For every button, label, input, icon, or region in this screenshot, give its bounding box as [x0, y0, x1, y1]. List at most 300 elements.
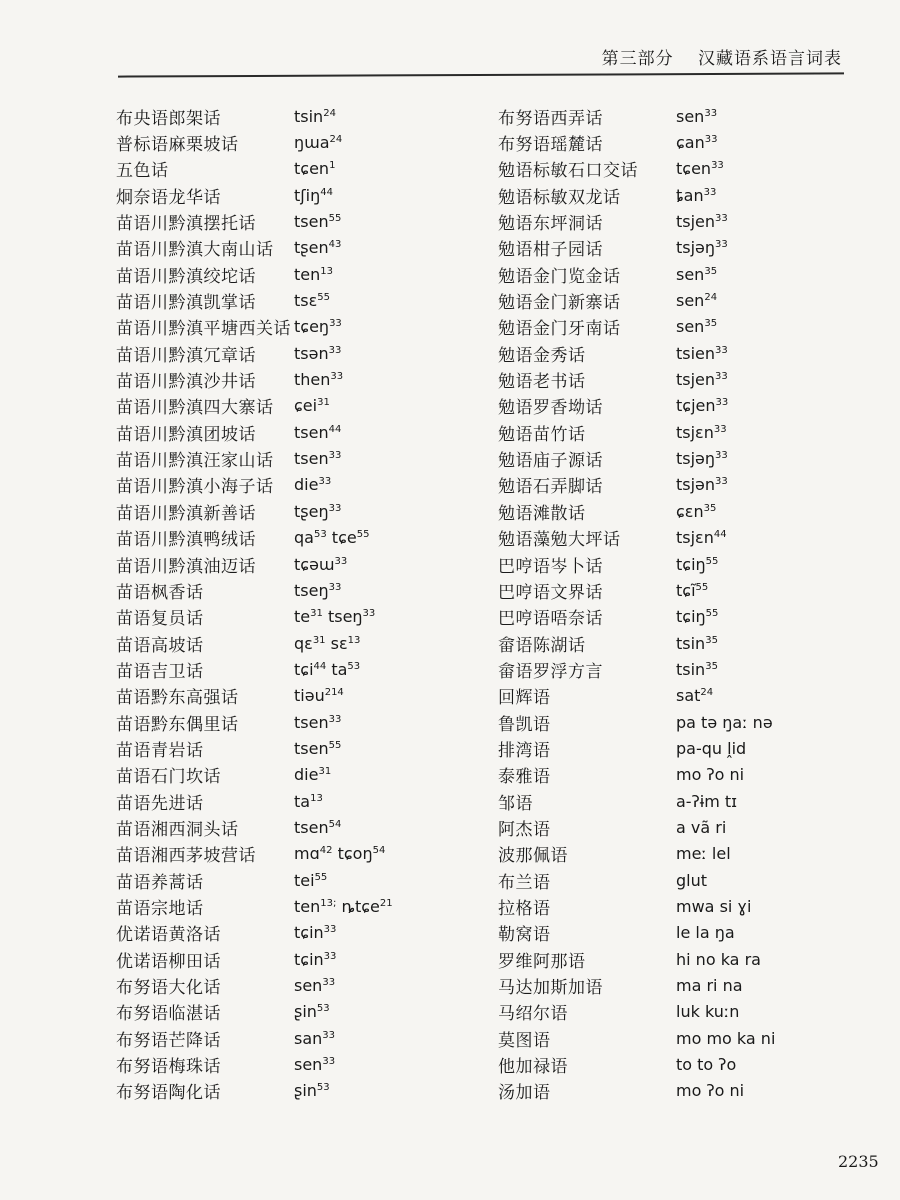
- word-entry: [116, 472, 393, 498]
- syllable: glut: [676, 870, 708, 890]
- syllable: then: [294, 370, 331, 390]
- tone-number: 13: [320, 265, 333, 277]
- syllable: hi no ka ra: [676, 949, 761, 969]
- syllable: tsen: [294, 712, 329, 732]
- syllable: sen: [676, 106, 705, 126]
- word-entry: [498, 129, 775, 155]
- word-form: [294, 344, 341, 363]
- word-entry: [116, 893, 393, 919]
- word-form: [294, 159, 335, 178]
- word-form: [676, 950, 761, 969]
- language-name: 泰雅语: [498, 767, 551, 788]
- word-form: [294, 844, 385, 863]
- language-name: 勉语金秀话: [498, 345, 586, 366]
- word-entry: [498, 972, 775, 998]
- tone-number: 33: [715, 397, 729, 409]
- language-name: 苗语川黔滇冗章话: [116, 345, 256, 366]
- tone-number: 44: [328, 423, 342, 435]
- word-entry: [116, 841, 393, 867]
- language-name: 勉语标敏石口交话: [498, 161, 638, 182]
- word-form: [676, 265, 717, 284]
- syllable: sat: [676, 686, 701, 706]
- word-entry: [498, 788, 775, 814]
- word-form: [676, 634, 718, 653]
- word-entry: [116, 314, 393, 340]
- word-form: [294, 634, 360, 653]
- word-entry: [498, 419, 775, 445]
- word-entry: [116, 1078, 393, 1104]
- word-entry: [498, 340, 775, 366]
- language-name: 勉语庙子源话: [498, 451, 603, 472]
- word-form: [676, 186, 716, 205]
- word-form: [294, 317, 342, 336]
- tone-number: 33: [328, 450, 342, 462]
- language-name: 勉语老书话: [498, 372, 586, 393]
- syllable: le la ŋa: [676, 923, 735, 943]
- word-form: [676, 528, 727, 547]
- syllable: tʂen: [294, 238, 329, 258]
- word-form: [294, 186, 333, 205]
- word-form: [294, 897, 393, 916]
- syllable: tsen: [294, 738, 329, 758]
- syllable: tseŋ: [294, 580, 329, 600]
- tone-number: 55: [356, 529, 370, 541]
- syllable: tʂeŋ: [294, 501, 329, 521]
- tone-number: 33: [318, 476, 332, 488]
- word-entry: [116, 287, 393, 313]
- word-entry: [498, 920, 775, 946]
- language-name: 苗语先进话: [116, 793, 204, 814]
- syllable: tsjen: [676, 370, 716, 390]
- tone-number: 33: [715, 476, 728, 488]
- syllable: tsin: [676, 633, 706, 653]
- tone-number: 33: [715, 344, 728, 356]
- language-name: 苗语川黔滇汪家山话: [116, 451, 274, 472]
- word-form: [294, 1055, 335, 1074]
- language-name: 苗语黔东高强话: [116, 688, 239, 709]
- syllable: mo ʔo ni: [676, 765, 745, 785]
- syllable: tseŋ: [327, 607, 363, 627]
- tone-number: 35: [705, 660, 718, 672]
- word-entry: [116, 972, 393, 998]
- word-entry: [116, 445, 393, 471]
- syllable: ȶan: [676, 185, 704, 205]
- word-form: [676, 423, 727, 442]
- syllable: ten: [294, 896, 321, 916]
- tone-number: 55: [328, 213, 342, 225]
- word-entry: [116, 920, 393, 946]
- tone-number: 53: [313, 529, 327, 541]
- tone-number: 44: [713, 529, 727, 541]
- tone-number: 33: [704, 107, 718, 119]
- syllable: sen: [294, 1055, 323, 1075]
- word-form: [676, 344, 728, 363]
- language-name: 布努语大化话: [116, 978, 221, 999]
- language-name: 苗语枫香话: [116, 582, 204, 603]
- word-entry: [116, 208, 393, 234]
- tone-number: 33: [715, 450, 728, 462]
- syllable: tɕe: [331, 528, 357, 548]
- word-entry: [498, 762, 775, 788]
- syllable: ta: [294, 791, 311, 811]
- tone-number: 33: [715, 213, 728, 225]
- syllable: tsjɛn: [676, 528, 714, 548]
- language-name: 五色话: [116, 161, 169, 182]
- language-name: 苗语川黔滇凯掌话: [116, 293, 256, 314]
- tone-number: 31: [310, 608, 323, 620]
- tone-number: 31: [312, 634, 326, 646]
- syllable: sen: [676, 317, 705, 337]
- left-column: [116, 103, 393, 1104]
- language-name: 排湾语: [498, 740, 551, 761]
- language-name: 苗语复员话: [116, 609, 204, 630]
- syllable: tsien: [676, 343, 716, 363]
- syllable: tsin: [294, 106, 324, 126]
- language-name: 苗语石门坎话: [116, 767, 221, 788]
- word-form: [294, 133, 342, 152]
- right-column: [498, 103, 775, 1104]
- word-form: [676, 291, 717, 310]
- language-name: 勉语罗香坳话: [498, 398, 603, 419]
- language-name: 巴哼语唔奈话: [498, 609, 603, 630]
- word-entry: [116, 604, 393, 630]
- syllable: sɛ: [330, 633, 348, 653]
- tone-number: 24: [329, 134, 343, 146]
- tone-number: 55: [705, 555, 719, 567]
- language-name: 波那佩语: [498, 846, 568, 867]
- language-name: 马达加斯加语: [498, 978, 603, 999]
- word-form: [676, 897, 751, 916]
- word-entry: [498, 235, 775, 261]
- syllable: tei: [294, 870, 315, 890]
- word-entry: [116, 261, 393, 287]
- language-name: 苗语川黔滇大南山话: [116, 240, 274, 261]
- word-form: [294, 212, 341, 231]
- syllable: tsən: [294, 343, 329, 363]
- tone-number: 1: [329, 160, 336, 172]
- word-entry: [498, 551, 775, 577]
- syllable: qɛ: [294, 633, 313, 653]
- tone-number: 33: [322, 1056, 336, 1068]
- syllable: to to ʔo: [676, 1055, 737, 1075]
- language-name: 苗语高坡话: [116, 635, 204, 656]
- syllable: tsjəŋ: [676, 449, 716, 469]
- language-name: 勒窝语: [498, 925, 551, 946]
- syllable: mo mo ka ni: [676, 1028, 776, 1048]
- syllable: sen: [294, 976, 323, 996]
- language-name: 普标语麻栗坡话: [116, 135, 239, 156]
- language-name: 勉语苗竹话: [498, 424, 586, 445]
- word-form: [294, 396, 330, 415]
- language-name: 勉语金门牙南话: [498, 319, 621, 340]
- word-entry: [498, 156, 775, 182]
- word-form: [294, 950, 336, 969]
- tone-number: 33: [323, 950, 337, 962]
- syllable: tsen: [294, 212, 329, 232]
- syllable: tsɛ: [294, 291, 318, 311]
- word-form: [676, 107, 717, 126]
- language-name: 布努语瑶麓话: [498, 135, 603, 156]
- word-entry: [116, 419, 393, 445]
- word-form: [294, 1002, 330, 1021]
- language-name: 勉语标敏双龙话: [498, 187, 621, 208]
- syllable: tsjen: [676, 212, 716, 232]
- word-form: [294, 686, 344, 705]
- word-entry: [116, 709, 393, 735]
- tone-number: 54: [328, 818, 342, 830]
- language-name: 勉语柑子园话: [498, 240, 603, 261]
- language-name: 勉语滩散话: [498, 503, 586, 524]
- word-entry: [116, 999, 393, 1025]
- word-entry: [116, 393, 393, 419]
- word-form: [676, 739, 746, 758]
- word-form: [676, 871, 707, 890]
- page-number: 2235: [838, 1152, 879, 1171]
- syllable: tɕen: [676, 159, 712, 179]
- tone-number: 35: [703, 502, 717, 514]
- language-name: 布努语梅珠话: [116, 1057, 221, 1078]
- word-form: [294, 555, 347, 574]
- tone-number: 55: [695, 581, 709, 593]
- language-name: 苗语养蒿话: [116, 872, 204, 893]
- syllable: pa tə ŋaː nə: [676, 712, 773, 732]
- syllable: ʂin: [294, 1081, 317, 1101]
- syllable: ŋɯa: [294, 133, 330, 153]
- word-form: [294, 660, 360, 679]
- syllable: san: [294, 1028, 323, 1048]
- language-name: 苗语川黔滇鸭绒话: [116, 530, 256, 551]
- language-name: 勉语金门新寨话: [498, 293, 621, 314]
- word-entry: [498, 683, 775, 709]
- language-name: 勉语金门览金话: [498, 266, 621, 287]
- word-form: [676, 396, 728, 415]
- tone-number: 33: [328, 713, 342, 725]
- syllable: qa: [294, 528, 314, 548]
- language-name: 优诺语柳田话: [116, 951, 221, 972]
- syllable: tɕiŋ: [676, 607, 706, 627]
- language-name: 优诺语黄洛话: [116, 925, 221, 946]
- language-name: 苗语黔东偶里话: [116, 714, 239, 735]
- syllable: die: [294, 765, 319, 785]
- word-entry: [498, 1078, 775, 1104]
- word-form: [676, 159, 724, 178]
- language-name: 拉格语: [498, 898, 551, 919]
- word-entry: [498, 261, 775, 287]
- syllable: a vã ri: [676, 817, 727, 837]
- word-entry: [498, 472, 775, 498]
- tone-number: 13: [347, 634, 361, 646]
- word-form: [676, 713, 773, 732]
- syllable: tiəu: [294, 686, 325, 706]
- word-form: [294, 502, 341, 521]
- word-entry: [116, 577, 393, 603]
- syllable: tɕin: [294, 949, 324, 969]
- tone-number: 33: [328, 502, 342, 514]
- tone-number: 55: [317, 292, 330, 304]
- language-name: 苗语川黔滇摆托话: [116, 214, 256, 235]
- tone-number: 31: [317, 397, 330, 409]
- syllable: tsjɛn: [676, 422, 714, 442]
- word-form: [676, 923, 735, 942]
- word-entry: [498, 841, 775, 867]
- header-title: 汉藏语系语言词表: [698, 49, 842, 69]
- word-form: [294, 449, 341, 468]
- header-rule: [118, 72, 844, 77]
- word-entry: [116, 498, 393, 524]
- tone-number: 53: [347, 660, 361, 672]
- word-entry: [498, 103, 775, 129]
- word-entry: [498, 1025, 775, 1051]
- word-entry: [116, 946, 393, 972]
- tone-number: 24: [704, 292, 718, 304]
- word-form: [294, 528, 369, 547]
- word-form: [676, 502, 716, 521]
- word-entry: [116, 182, 393, 208]
- tone-number: 35: [704, 318, 718, 330]
- word-entry: [116, 129, 393, 155]
- tone-number: 53: [316, 1003, 330, 1015]
- word-form: [676, 607, 718, 626]
- word-entry: [498, 208, 775, 234]
- word-form: [676, 449, 728, 468]
- tone-number: 33: [323, 924, 337, 936]
- word-form: [294, 370, 343, 389]
- word-entry: [116, 366, 393, 392]
- word-form: [676, 317, 717, 336]
- language-name: 苗语吉卫话: [116, 661, 204, 682]
- syllable: ɕɛn: [676, 501, 704, 521]
- tone-number: 13;: [320, 897, 337, 909]
- syllable: tsin: [676, 659, 706, 679]
- language-name: 苗语川黔滇绞坨话: [116, 266, 256, 287]
- header-part: 第三部分: [601, 49, 674, 69]
- language-name: 苗语川黔滇四大寨话: [116, 398, 274, 419]
- word-form: [294, 871, 327, 890]
- language-name: 布兰语: [498, 872, 551, 893]
- tone-number: 33: [322, 1029, 336, 1041]
- word-form: [676, 818, 726, 837]
- word-form: [676, 765, 744, 784]
- tone-number: 33: [322, 977, 336, 989]
- tone-number: 31: [318, 766, 332, 778]
- language-name: 罗维阿那语: [498, 951, 586, 972]
- tone-number: 33: [334, 555, 348, 567]
- tone-number: 21: [379, 897, 393, 909]
- word-entry: [498, 366, 775, 392]
- syllable: tɕin: [294, 923, 324, 943]
- word-entry: [498, 867, 775, 893]
- word-form: [294, 1029, 335, 1048]
- language-name: 苗语青岩话: [116, 740, 204, 761]
- tone-number: 33: [715, 371, 728, 383]
- word-entry: [498, 735, 775, 761]
- syllable: tsjəŋ: [676, 238, 716, 258]
- syllable: te: [294, 607, 311, 627]
- language-name: 阿杰语: [498, 819, 551, 840]
- word-form: [676, 660, 718, 679]
- word-entry: [498, 525, 775, 551]
- language-name: 布央语郎架话: [116, 108, 221, 129]
- tone-number: 24: [700, 687, 714, 699]
- syllable: ʂin: [294, 1002, 317, 1022]
- syllable: sen: [676, 264, 705, 284]
- tone-number: 33: [329, 318, 342, 330]
- language-name: 回辉语: [498, 688, 551, 709]
- language-name: 布努语芒降话: [116, 1030, 221, 1051]
- language-name: 苗语川黔滇小海子话: [116, 477, 274, 498]
- word-form: [294, 976, 335, 995]
- word-form: [294, 475, 331, 494]
- language-name: 布努语陶化话: [116, 1083, 221, 1104]
- syllable: tɕĩ: [676, 580, 696, 600]
- word-entry: [498, 445, 775, 471]
- syllable: mɑ: [294, 844, 320, 864]
- word-entry: [498, 1051, 775, 1077]
- syllable: tɕen: [294, 159, 330, 179]
- syllable: tʃiŋ: [294, 185, 321, 205]
- language-name: 邹语: [498, 793, 533, 814]
- word-entry: [116, 630, 393, 656]
- word-form: [676, 238, 728, 257]
- word-entry: [498, 287, 775, 313]
- tone-number: 42: [319, 845, 333, 857]
- syllable: a-ʔɨm tɪ: [676, 791, 738, 811]
- word-entry: [498, 946, 775, 972]
- word-form: [294, 265, 333, 284]
- word-form: [294, 923, 336, 942]
- tone-number: 33: [715, 239, 728, 251]
- word-entry: [498, 709, 775, 735]
- word-entry: [116, 235, 393, 261]
- language-name: 苗语湘西洞头话: [116, 819, 239, 840]
- word-form: [294, 818, 341, 837]
- tone-number: 33: [704, 134, 718, 146]
- language-name: 苗语川黔滇平塘西关话: [116, 319, 291, 340]
- syllable: mwa si ɣi: [676, 896, 752, 916]
- word-entry: [116, 656, 393, 682]
- word-entry: [498, 604, 775, 630]
- tone-number: 33: [703, 186, 717, 198]
- word-form: [676, 212, 728, 231]
- syllable: die: [294, 475, 319, 495]
- word-entry: [498, 182, 775, 208]
- syllable: ɕei: [294, 396, 318, 416]
- syllable: ten: [294, 264, 321, 284]
- tone-number: 33: [713, 423, 727, 435]
- syllable: tɕiŋ: [676, 554, 706, 574]
- language-name: 苗语湘西茅坡营话: [116, 846, 256, 867]
- word-entry: [498, 656, 775, 682]
- running-header: [0, 44, 842, 69]
- word-entry: [116, 1025, 393, 1051]
- language-name: 勉语东坪洞话: [498, 214, 603, 235]
- syllable: tsen: [294, 422, 329, 442]
- word-form: [294, 1081, 330, 1100]
- word-entry: [116, 525, 393, 551]
- syllable: tsjən: [676, 475, 716, 495]
- tone-number: 33: [328, 344, 342, 356]
- tone-number: 55: [314, 871, 328, 883]
- word-entry: [498, 999, 775, 1025]
- syllable: sen: [676, 291, 705, 311]
- word-entry: [498, 893, 775, 919]
- tone-number: 43: [328, 239, 342, 251]
- word-form: [294, 607, 375, 626]
- syllable: ȵtɕe: [341, 896, 380, 916]
- language-name: 莫图语: [498, 1030, 551, 1051]
- word-form: [294, 765, 331, 784]
- language-name: 鲁凯语: [498, 714, 551, 735]
